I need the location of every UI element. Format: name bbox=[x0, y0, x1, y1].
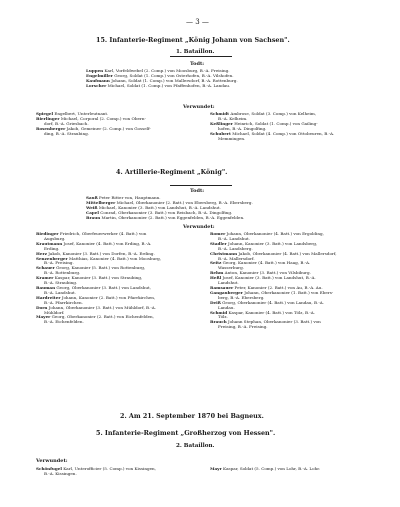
list-item: Schubert Michael, Soldat (4. Comp.) von Ottobeuren, B.-A. bbox=[210, 130, 335, 136]
date-heading: 2. Am 21. September 1870 bei Bagneux. bbox=[120, 412, 264, 420]
list-item: Memmingen. bbox=[218, 135, 246, 141]
list-item: B.-A. Landshut. bbox=[44, 289, 76, 295]
heading-underline bbox=[170, 56, 232, 57]
list-item: Mühldorf. bbox=[44, 309, 65, 315]
list-item: Kaufmann Johann, Soldat (1. Comp.) von Mallersdorf, B.-A. Rottenburg. bbox=[86, 77, 238, 83]
wounded-list-right bbox=[210, 232, 337, 330]
list-item: Heßl Josef, Kanonier (3. Batt.) von Landshut, B.-A. bbox=[210, 275, 316, 281]
list-item: Kramer Kaspar, Kanonier (3. Batt.) von Straubing, bbox=[36, 275, 143, 281]
list-item: Spiegel Engelbert, Unterleutnant. bbox=[36, 111, 109, 116]
wounded-heading: Verwundet: bbox=[183, 224, 215, 230]
list-item: B.-A. Kelheim. bbox=[218, 115, 248, 121]
list-item: Gangauberger Johann, Oberkanonier (1. Batt.) von Ebers- bbox=[210, 289, 334, 295]
wounded-list-left bbox=[36, 232, 161, 325]
wounded-heading: Verwundet: bbox=[183, 104, 215, 110]
list-item: Landau. bbox=[218, 304, 235, 310]
list-item: Mayr Kaspar, Soldat (5. Comp.) von Lohr, B.-A. Lohr. bbox=[210, 466, 321, 471]
list-item: ding, B.-A. Straubing. bbox=[44, 130, 90, 136]
dead-list bbox=[86, 196, 253, 221]
dead-heading: Todt: bbox=[190, 61, 205, 67]
list-item: Stadler Johann, Kanonier (3. Batt.) von Landsberg, bbox=[210, 240, 318, 246]
wounded-list-left bbox=[36, 467, 156, 477]
list-item: Mittelberger Michael, Oberkanonier (2. Batt.) von Ebersberg, B.-A. Ebersberg. bbox=[86, 199, 253, 205]
list-item: Freising, B.-A. Freising. bbox=[218, 324, 268, 330]
list-item: Capel Conrad, Oberkanonier (3. Batt.) von Reisbach, B.-A. Dingolfing. bbox=[86, 209, 233, 215]
wounded-heading: Verwundet: bbox=[36, 458, 68, 464]
list-item: B.-A. Pfarrkirchen. bbox=[44, 299, 83, 305]
list-item: Schönfugel Karl, Unterofficier (5. Comp.) von Kissingen, bbox=[36, 466, 156, 471]
regiment-heading: 15. Infanterie-Regiment „König Johann von Sachsen". bbox=[96, 36, 290, 44]
battalion-heading: 2. Bataillon. bbox=[176, 443, 215, 449]
list-item: Herz Jakob, Kanonier (3. Batt.) von Dorfen, B.-A. Erding. bbox=[36, 250, 155, 256]
wounded-list-left bbox=[36, 112, 151, 137]
list-item: Romer Johann, Oberkanonier (4. Batt.) von Ergolding, bbox=[210, 231, 324, 236]
list-item: Tölz. bbox=[218, 314, 228, 320]
list-item: Augsburg. bbox=[44, 235, 66, 241]
list-item: Lorscher Michael, Soldat (1. Comp.) von Pfaffenhofen, B.-A. Landau. bbox=[86, 82, 231, 88]
list-item: B.-A. Landshut. bbox=[218, 235, 250, 241]
list-item: Rehm Anton, Kanonier (3. Batt.) von Vilsbiburg. bbox=[210, 270, 311, 276]
list-item: Brauch Johann Stephan, Oberkanonier (3. Batt.) von bbox=[210, 319, 321, 325]
list-item: Engelmiller Georg, Soldat (1. Comp.) von Osterhofen, B.-A. Vilshofen. bbox=[86, 72, 234, 78]
list-item: Erding. bbox=[44, 245, 60, 251]
list-item: Wasserburg. bbox=[218, 265, 245, 271]
list-item: Hardreiter Johann, Kanonier (2. Batt.) von Pfarrkirchen, bbox=[36, 294, 156, 300]
battalion-heading: 1. Bataillon. bbox=[176, 49, 215, 55]
list-item: Riedinger Friedrich, Oberfeuerwerker (4. Batt.) von bbox=[36, 231, 147, 236]
list-item: B.-A. Rottenburg. bbox=[44, 270, 81, 276]
regiment-heading: 4. Artillerie-Regiment „König". bbox=[116, 168, 228, 176]
list-item: Christmann Jakob, Oberkanonier (4. Batt.) von Mallersdorf, bbox=[210, 250, 337, 256]
list-item: Schmid Kaspar, Kanonier (4. Batt.) von Tölz, B.-A. bbox=[210, 309, 316, 315]
list-item: Rosenberger Jakob, Gemeiner (2. Comp.) von Gosself- bbox=[36, 125, 151, 131]
dead-heading: Todt: bbox=[190, 188, 205, 194]
list-item: B.-A. Freising. bbox=[44, 260, 74, 266]
page-number: — 3 — bbox=[186, 18, 209, 26]
wounded-list-right bbox=[210, 467, 320, 472]
wounded-list-right bbox=[210, 112, 334, 141]
dead-list bbox=[86, 69, 238, 89]
list-item: Bierlinger Michael, Corporal (2. Comp.) von Obern- bbox=[36, 115, 146, 121]
list-item: B.-A. Mallersdorf. bbox=[218, 255, 255, 261]
list-item: B.-A. Kissingen. bbox=[44, 470, 77, 476]
list-item: Braun Martin, Oberkanonier (2. Batt.) von Eggenfelden, B.-A. Eggenfelden. bbox=[86, 214, 245, 220]
list-item: Deiß Georg, Oberkanonier (4. Batt.) von Landau, B.-A. bbox=[210, 299, 324, 305]
list-item: B.-A. Landsberg. bbox=[218, 245, 253, 251]
list-item: berg, B.-A. Ebersberg. bbox=[218, 294, 265, 300]
list-item: B.-A. Eichenfelden. bbox=[44, 319, 84, 325]
list-item: Weiß Michael, Kanonier (3. Batt.) von Landshut, B.-A. Landshut. bbox=[86, 204, 221, 210]
list-item: Schauer Georg, Kanonier (5. Batt.) von Rottenburg, bbox=[36, 265, 146, 271]
list-item: Bauman Georg, Oberkanonier (3. Batt.) von Landshut, bbox=[36, 284, 151, 290]
regiment-heading: 5. Infanterie-Regiment „Großherzog von Hessen". bbox=[96, 429, 276, 437]
list-item: Senzenberger Matthias, Kanonier (4. Batt.) von Moosburg, bbox=[36, 255, 162, 261]
list-item: Dorn Johann, Oberkanonier (3. Batt.) von Mühldorf, B.-A. bbox=[36, 304, 156, 310]
list-item: Krautmann Josef, Kanonier (4. Batt.) von Erding, B.-A. bbox=[36, 240, 152, 246]
list-item: Keßlinger Heinrich, Soldat (1. Comp.) von Gailing- bbox=[210, 120, 318, 126]
list-item: Seitz Georg, Kanonier (4. Batt.) von Haag, B.-A. bbox=[210, 260, 311, 266]
list-item: Sauß Peter Ritter von, Hauptmann. bbox=[86, 195, 161, 200]
list-item: Ramsauer Peter, Kanonier (2. Batt.) von Au, B.-A. Au. bbox=[210, 284, 323, 290]
list-item: Schmidt Ambrose, Soldat (3. Comp.) von Kelheim, bbox=[210, 111, 317, 116]
list-item: Luppen Karl, Vorfeldwebel (2. Comp.) von Moosburg, B.-A. Freising. bbox=[86, 68, 230, 73]
heading-underline bbox=[170, 185, 232, 186]
list-item: B.-A. Straubing. bbox=[44, 280, 78, 286]
list-item: Landshut. bbox=[218, 280, 239, 286]
list-item: hofen, B.-A. Dingolfing. bbox=[218, 125, 267, 131]
list-item: Mayer Georg, Oberkanonier (2. Batt.) von Eichenfelden, bbox=[36, 314, 154, 320]
list-item: dorf, B.-A. Griesbach. bbox=[44, 120, 89, 126]
